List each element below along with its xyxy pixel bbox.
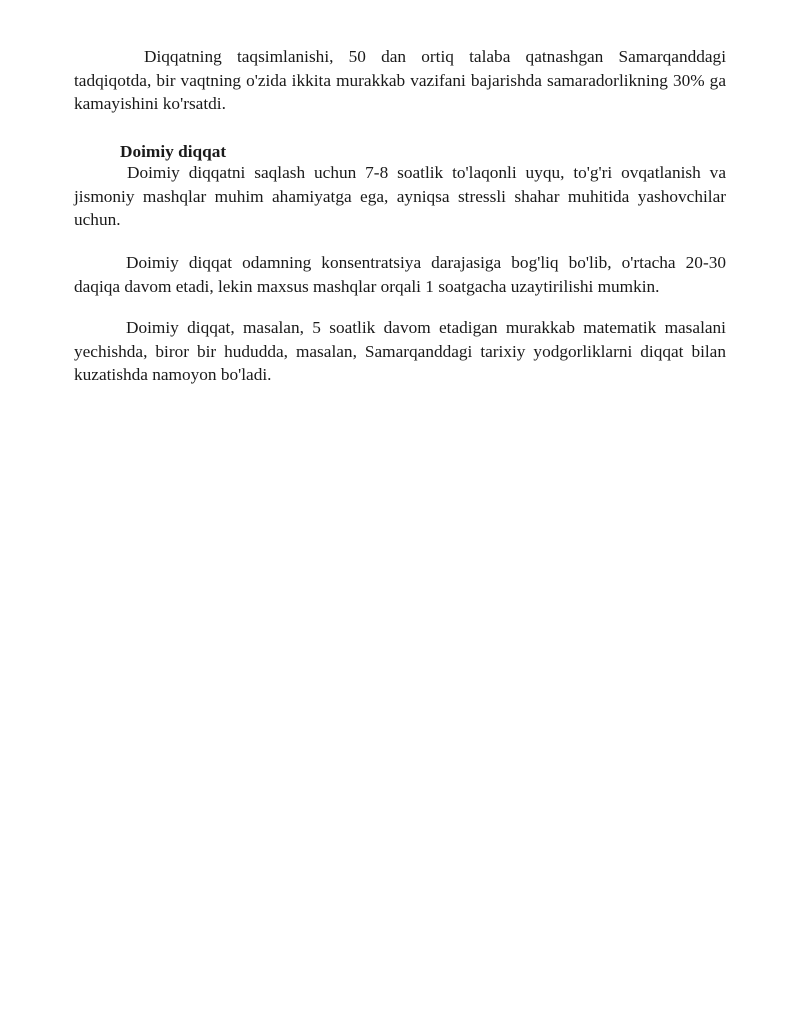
paragraph-sustained-attention-factors: Doimiy diqqatni saqlash uchun 7-8 soatlik to'laqonli uyqu, to'g'ri ovqatlanish va jismoniy mashqlar muhim ahamiyatga ega, ayniqsa stressli shahar muhitida yashovchilar uchun. [74, 163, 726, 230]
section-heading: Doimiy diqqat [120, 142, 227, 161]
paragraph-sustained-attention-examples: Doimiy diqqat, masalan, 5 soatlik davom etadigan murakkab matematik masalani yechishda, biror bir hududda, masalan, Samarqanddagi tarixiy yodgorliklarni diqqat bilan kuzatishda namoyon bo'ladi. [74, 318, 726, 385]
paragraph-sustained-attention-duration: Doimiy diqqat odamning konsentratsiya darajasiga bog'liq bo'lib, o'rtacha 20-30 daqiqa davom etadi, lekin maxsus mashqlar orqali 1 soatgacha uzaytirilishi mumkin. [74, 253, 726, 296]
paragraph-attention-distribution: Diqqatning taqsimlanishi, 50 dan ortiq talaba qatnashgan Samarqanddagi tadqiqotda, bir vaqtning o'zida ikkita murakkab vazifani bajarishda samaradorlikning 30% ga kamayishini ko'rsatdi. [74, 47, 726, 114]
